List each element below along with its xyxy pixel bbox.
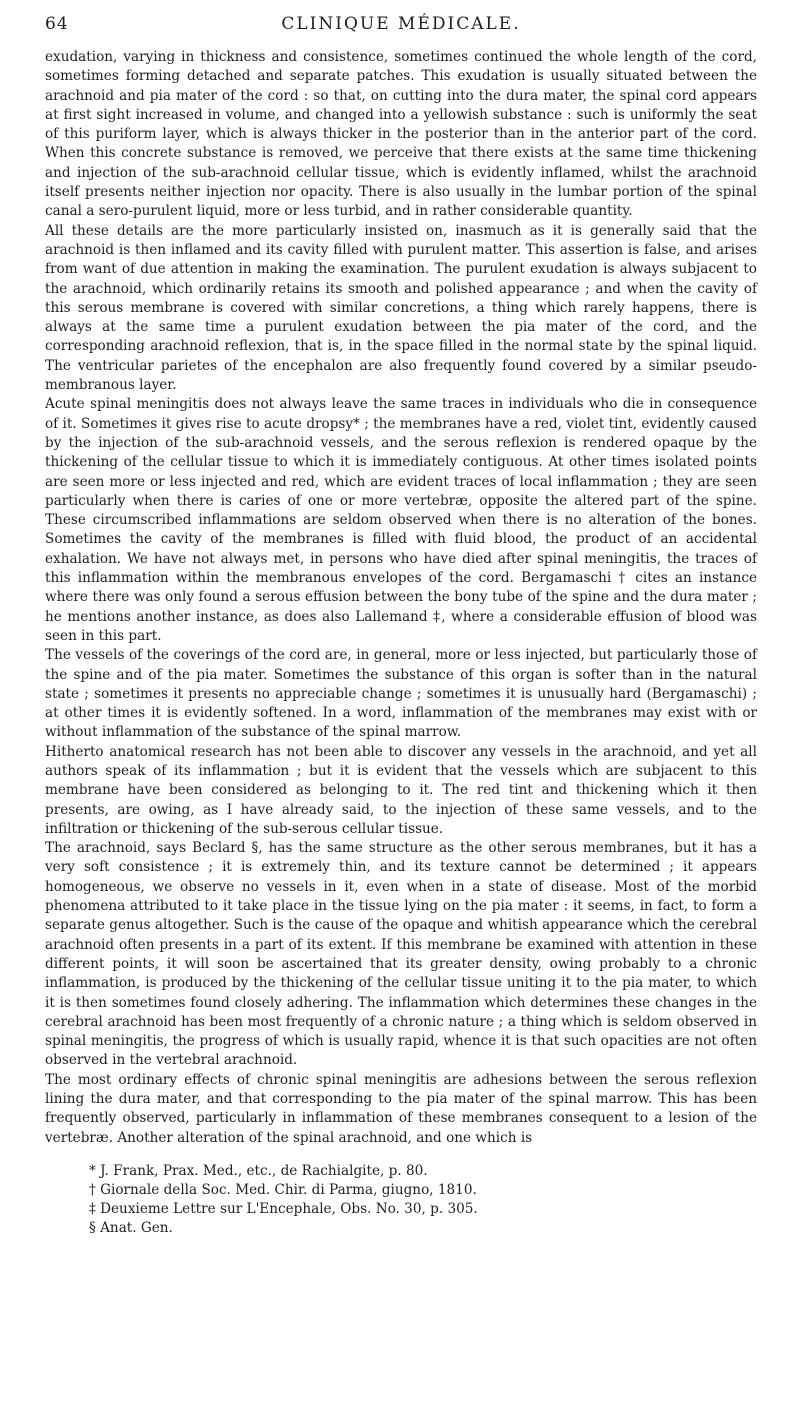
page-number: 64: [45, 14, 69, 34]
book-page: [45, 14, 757, 1238]
footnote: ‡ Deuxieme Lettre sur L'Encephale, Obs. No. 30, p. 305.: [89, 1200, 478, 1217]
footnote: * J. Frank, Prax. Med., etc., de Rachialgite, p. 80.: [89, 1162, 428, 1179]
paragraph: exudation, varying in thickness and consistence, sometimes continued the whole length of the cord, sometimes forming detached and separate patches. This exudation is usually situated between the arachnoid and pia mater of the cord : so that, on cutting into the dura mater, the spinal cord appears at first sight increased in volume, and changed into a yellowish substance : such is uniformly the seat of this puriform layer, which is always thicker in the posterior than in the anterior part of the cord. When this concrete substance is removed, we perceive that there exists at the same time thickening and injection of the sub-arachnoid cellular tissue, which is evidently inflamed, whilst the arachnoid itself presents neither injection nor opacity. There is also usually in the lumbar portion of the spinal canal a sero-purulent liquid, more or less turbid, and in rather considerable quantity.: [45, 49, 757, 220]
page-header: [45, 14, 757, 48]
footnote: † Giornale della Soc. Med. Chir. di Parma, giugno, 1810.: [89, 1181, 477, 1198]
paragraph: The most ordinary effects of chronic spinal meningitis are adhesions between the serous reflexion lining the dura mater, and that corresponding to the pia mater of the spinal marrow. This has been frequently observed, particularly in inflammation of these membranes consequent to a lesion of the vertebræ. Another alteration of the spinal arachnoid, and one which is: [45, 1071, 757, 1146]
footnotes: [89, 1162, 757, 1238]
paragraph: All these details are the more particularly insisted on, inasmuch as it is generally said that the arachnoid is then inflamed and its cavity filled with purulent matter. This assertion is false, and arises from want of due attention in making the examination. The purulent exudation is always subjacent to the arachnoid, which ordinarily retains its smooth and polished appearance ; and when the cavity of this serous membrane is covered with similar concretions, a thing which rarely happens, there is always at the same time a purulent exudation between the pia mater of the cord, and the corresponding arachnoid reflexion, that is, in the space filled in the normal state by the spinal liquid. The ventricular parietes of the encephalon are also frequently found covered by a similar pseudo-membranous layer.: [45, 222, 757, 394]
paragraph: The arachnoid, says Beclard §, has the same structure as the other serous membranes, but it has a very soft consistence ; it is extremely thin, and its texture cannot be determined ; it appears homogeneous, we observe no vessels in it, even when in a state of disease. Most of the morbid phenomena attributed to it take place in the tissue lying on the pia mater : it seems, in fact, to form a separate genus altogether. Such is the cause of the opaque and whitish appearance which the cerebral arachnoid often presents in a part of its extent. If this membrane be examined with attention in these different points, it will soon be ascertained that its greater density, owing probably to a chronic inflammation, is produced by the thickening of the cellular tissue uniting it to the pia mater, to which it is then sometimes found closely adhering. The inflammation which determines these changes in the cerebral arachnoid has been most frequently of a chronic nature ; a thing which is seldom observed in spinal meningitis, the progress of which is usually rapid, whence it is that such opacities are not often observed in the vertebral arachnoid.: [45, 840, 757, 1069]
paragraph: Hitherto anatomical research has not been able to discover any vessels in the arachnoid, and yet all authors speak of its inflammation ; but it is evident that the vessels which are subjacent to this membrane have been considered as belonging to it. The red tint and thickening which it then presents, are owing, as I have already said, to the injection of these same vessels, and to the infiltration or thickening of the sub-serous cellular tissue.: [45, 743, 757, 837]
paragraph: The vessels of the coverings of the cord are, in general, more or less injected, but particularly those of the spine and of the pia mater. Sometimes the substance of this organ is softer than in the natural state ; sometimes it presents no appreciable change ; sometimes it is unusually hard (Bergamaschi) ; at other times it is evidently softened. In a word, inflammation of the membranes may exist with or without inflammation of the substance of the spinal marrow.: [45, 647, 757, 741]
paragraph: Acute spinal meningitis does not always leave the same traces in individuals who die in consequence of it. Sometimes it gives rise to acute dropsy* ; the membranes have a red, violet tint, evidently caused by the injection of the sub-arachnoid vessels, and the serous reflexion is rendered opaque by the thickening of the cellular tissue to which it is immediately contiguous. At other times isolated points are seen more or less injected and red, which are evident traces of local inflammation ; they are seen particularly when there is caries of one or more vertebræ, opposite the altered part of the spine. These circumscribed inflammations are seldom observed when there is no alteration of the bones. Sometimes the cavity of the membranes is filled with fluid blood, the product of an accidental exhalation. We have not always met, in persons who have died after spinal meningitis, the traces of this inflammation within the membranous envelopes of the cord. Bergamaschi † cites an instance where there was only found a serous effusion between the bony tube of the spine and the dura mater ; he mentions another instance, as does also Lallemand ‡, where a considerable effusion of blood was seen in this part.: [45, 396, 757, 644]
footnote: § Anat. Gen.: [89, 1219, 173, 1236]
body-text: [45, 48, 757, 1148]
running-title: CLINIQUE MÉDICALE.: [281, 14, 521, 34]
